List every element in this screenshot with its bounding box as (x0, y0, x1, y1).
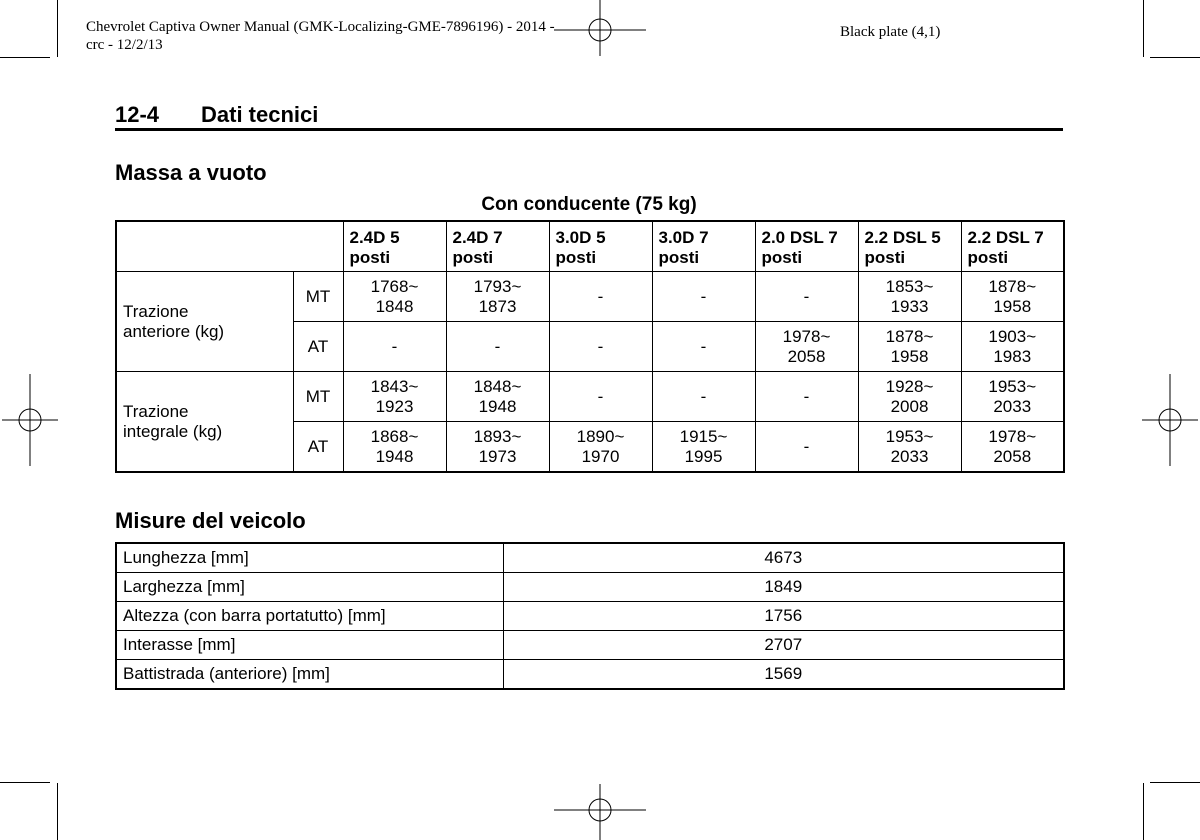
mass-value-line: 1873 (478, 296, 517, 316)
mass-value-line: 1983 (993, 346, 1032, 366)
section-rule (115, 128, 1063, 131)
mass-value-line: 1995 (684, 446, 723, 466)
crop-mark-tr-v (1143, 0, 1144, 57)
mass-value-cell (549, 422, 652, 473)
mass-value-cell (446, 322, 549, 372)
mass-value-line: - (700, 336, 707, 356)
mass-value-cell (961, 422, 1064, 473)
mass-value-line: - (803, 386, 810, 406)
mass-col-header: 3.0D 5 posti (549, 221, 652, 272)
dimension-row (116, 543, 1064, 573)
dimension-label: Altezza (con barra portatutto) [mm] (116, 602, 503, 631)
dimension-value: 1756 (503, 602, 1064, 631)
registration-mark-bottom-icon (554, 782, 646, 840)
mass-value-cell (446, 372, 549, 422)
mass-value-cell (858, 422, 961, 473)
mass-value-line: 2058 (993, 446, 1032, 466)
crop-mark-bl-h (0, 782, 50, 783)
mass-value-line: 2058 (787, 346, 826, 366)
mass-value-cell (755, 272, 858, 322)
mass-value-line: - (597, 386, 604, 406)
mass-col-header: 2.4D 7 posti (446, 221, 549, 272)
mass-col-header: 2.4D 5 posti (343, 221, 446, 272)
mass-value-line: - (597, 336, 604, 356)
mass-value-line: 1915~ (679, 426, 728, 446)
mass-value-line: - (494, 336, 501, 356)
dimension-row (116, 573, 1064, 602)
section-number: 12-4 (115, 102, 160, 127)
mass-value-line: 1868~ (370, 426, 419, 446)
mass-value-cell (858, 272, 961, 322)
mass-col-header: 3.0D 7 posti (652, 221, 755, 272)
mass-value-line: 1958 (890, 346, 929, 366)
dimension-row (116, 660, 1064, 690)
dimension-label: Larghezza [mm] (116, 573, 503, 602)
mass-caption: Con conducente (75 kg) (481, 194, 697, 215)
mass-value-line: 2008 (890, 396, 929, 416)
mass-value-cell (858, 372, 961, 422)
mass-value-line: 1933 (890, 296, 929, 316)
dimension-value: 2707 (503, 631, 1064, 660)
mass-value-line: - (700, 386, 707, 406)
crop-mark-tl-h (0, 57, 50, 58)
mass-group-label (116, 372, 293, 473)
mass-header-row (116, 221, 1064, 272)
mass-transmission: AT (293, 422, 343, 473)
mass-heading: Massa a vuoto (115, 160, 267, 185)
mass-value-line: 1953~ (885, 426, 934, 446)
mass-value-line: 1768~ (370, 276, 419, 296)
dimension-label: Lunghezza [mm] (116, 543, 503, 573)
plate-label: Black plate (4,1) (840, 24, 941, 40)
mass-value-line: 1923 (375, 396, 414, 416)
dimension-value: 1569 (503, 660, 1064, 690)
mass-value-cell (446, 272, 549, 322)
mass-value-line: 1878~ (988, 276, 1037, 296)
mass-value-line: 1948 (478, 396, 517, 416)
mass-value-line: 1973 (478, 446, 517, 466)
mass-value-line: 1878~ (885, 326, 934, 346)
mass-value-line: 1843~ (370, 376, 419, 396)
mass-value-line: 1853~ (885, 276, 934, 296)
mass-group-label-line: Trazione (123, 401, 189, 421)
section-title: Dati tecnici (201, 102, 319, 127)
print-header (86, 18, 555, 54)
print-header-line2: crc - 12/2/13 (86, 37, 163, 53)
crop-mark-br-v (1143, 783, 1144, 840)
registration-mark-right-icon (1142, 374, 1200, 466)
mass-value-line: 1970 (581, 446, 620, 466)
mass-value-line: - (391, 336, 398, 356)
mass-value-cell (652, 322, 755, 372)
mass-col-header: 2.2 DSL 7 posti (961, 221, 1064, 272)
mass-value-cell (961, 272, 1064, 322)
mass-group-label-line: integrale (kg) (123, 421, 223, 441)
mass-value-cell (549, 272, 652, 322)
mass-value-cell (961, 322, 1064, 372)
dimensions-table (115, 542, 1065, 690)
registration-mark-left-icon (0, 374, 58, 466)
registration-mark-top-icon (554, 0, 646, 58)
dimension-label: Interasse [mm] (116, 631, 503, 660)
mass-value-line: 1848 (375, 296, 414, 316)
mass-value-line: - (700, 286, 707, 306)
dimension-row (116, 602, 1064, 631)
mass-value-line: - (803, 436, 810, 456)
mass-value-cell (446, 422, 549, 473)
print-header-line1: Chevrolet Captiva Owner Manual (GMK-Localizing-GME-7896196) - 2014 - (86, 19, 555, 35)
mass-value-cell (343, 372, 446, 422)
mass-value-cell (755, 422, 858, 473)
dimension-value: 4673 (503, 543, 1064, 573)
mass-value-cell (549, 322, 652, 372)
dimensions-heading: Misure del veicolo (115, 508, 306, 533)
mass-value-line: 1893~ (473, 426, 522, 446)
mass-row (116, 372, 1064, 422)
mass-value-line: 1958 (993, 296, 1032, 316)
mass-value-line: 1890~ (576, 426, 625, 446)
mass-value-cell (343, 422, 446, 473)
mass-value-line: 2033 (993, 396, 1032, 416)
dimension-label: Battistrada (anteriore) [mm] (116, 660, 503, 690)
dimension-row (116, 631, 1064, 660)
crop-mark-tl-v (57, 0, 58, 57)
mass-group-label-line: anteriore (kg) (123, 321, 225, 341)
mass-value-line: 1978~ (988, 426, 1037, 446)
mass-value-line: 1978~ (782, 326, 831, 346)
mass-value-line: 1953~ (988, 376, 1037, 396)
mass-value-cell (549, 372, 652, 422)
section-header (115, 102, 1063, 132)
mass-table (115, 220, 1065, 473)
mass-value-cell (755, 322, 858, 372)
mass-group-label (116, 272, 293, 372)
mass-value-line: - (597, 286, 604, 306)
mass-value-line: 1928~ (885, 376, 934, 396)
mass-value-line: 1848~ (473, 376, 522, 396)
mass-value-line: - (803, 286, 810, 306)
mass-transmission: MT (293, 272, 343, 322)
mass-value-cell (652, 272, 755, 322)
crop-mark-br-h (1150, 782, 1200, 783)
mass-transmission: MT (293, 372, 343, 422)
crop-mark-tr-h (1150, 57, 1200, 58)
mass-value-line: 1793~ (473, 276, 522, 296)
mass-header-blank (116, 221, 343, 272)
mass-value-line: 1903~ (988, 326, 1037, 346)
mass-value-cell (652, 422, 755, 473)
mass-value-cell (652, 372, 755, 422)
mass-group-label-line: Trazione (123, 301, 189, 321)
mass-value-cell (343, 272, 446, 322)
crop-mark-bl-v (57, 783, 58, 840)
mass-transmission: AT (293, 322, 343, 372)
mass-row (116, 272, 1064, 322)
mass-col-header: 2.2 DSL 5 posti (858, 221, 961, 272)
mass-value-cell (858, 322, 961, 372)
mass-col-header: 2.0 DSL 7 posti (755, 221, 858, 272)
mass-value-cell (961, 372, 1064, 422)
mass-value-line: 2033 (890, 446, 929, 466)
mass-value-cell (755, 372, 858, 422)
mass-value-cell (343, 322, 446, 372)
mass-value-line: 1948 (375, 446, 414, 466)
dimension-value: 1849 (503, 573, 1064, 602)
